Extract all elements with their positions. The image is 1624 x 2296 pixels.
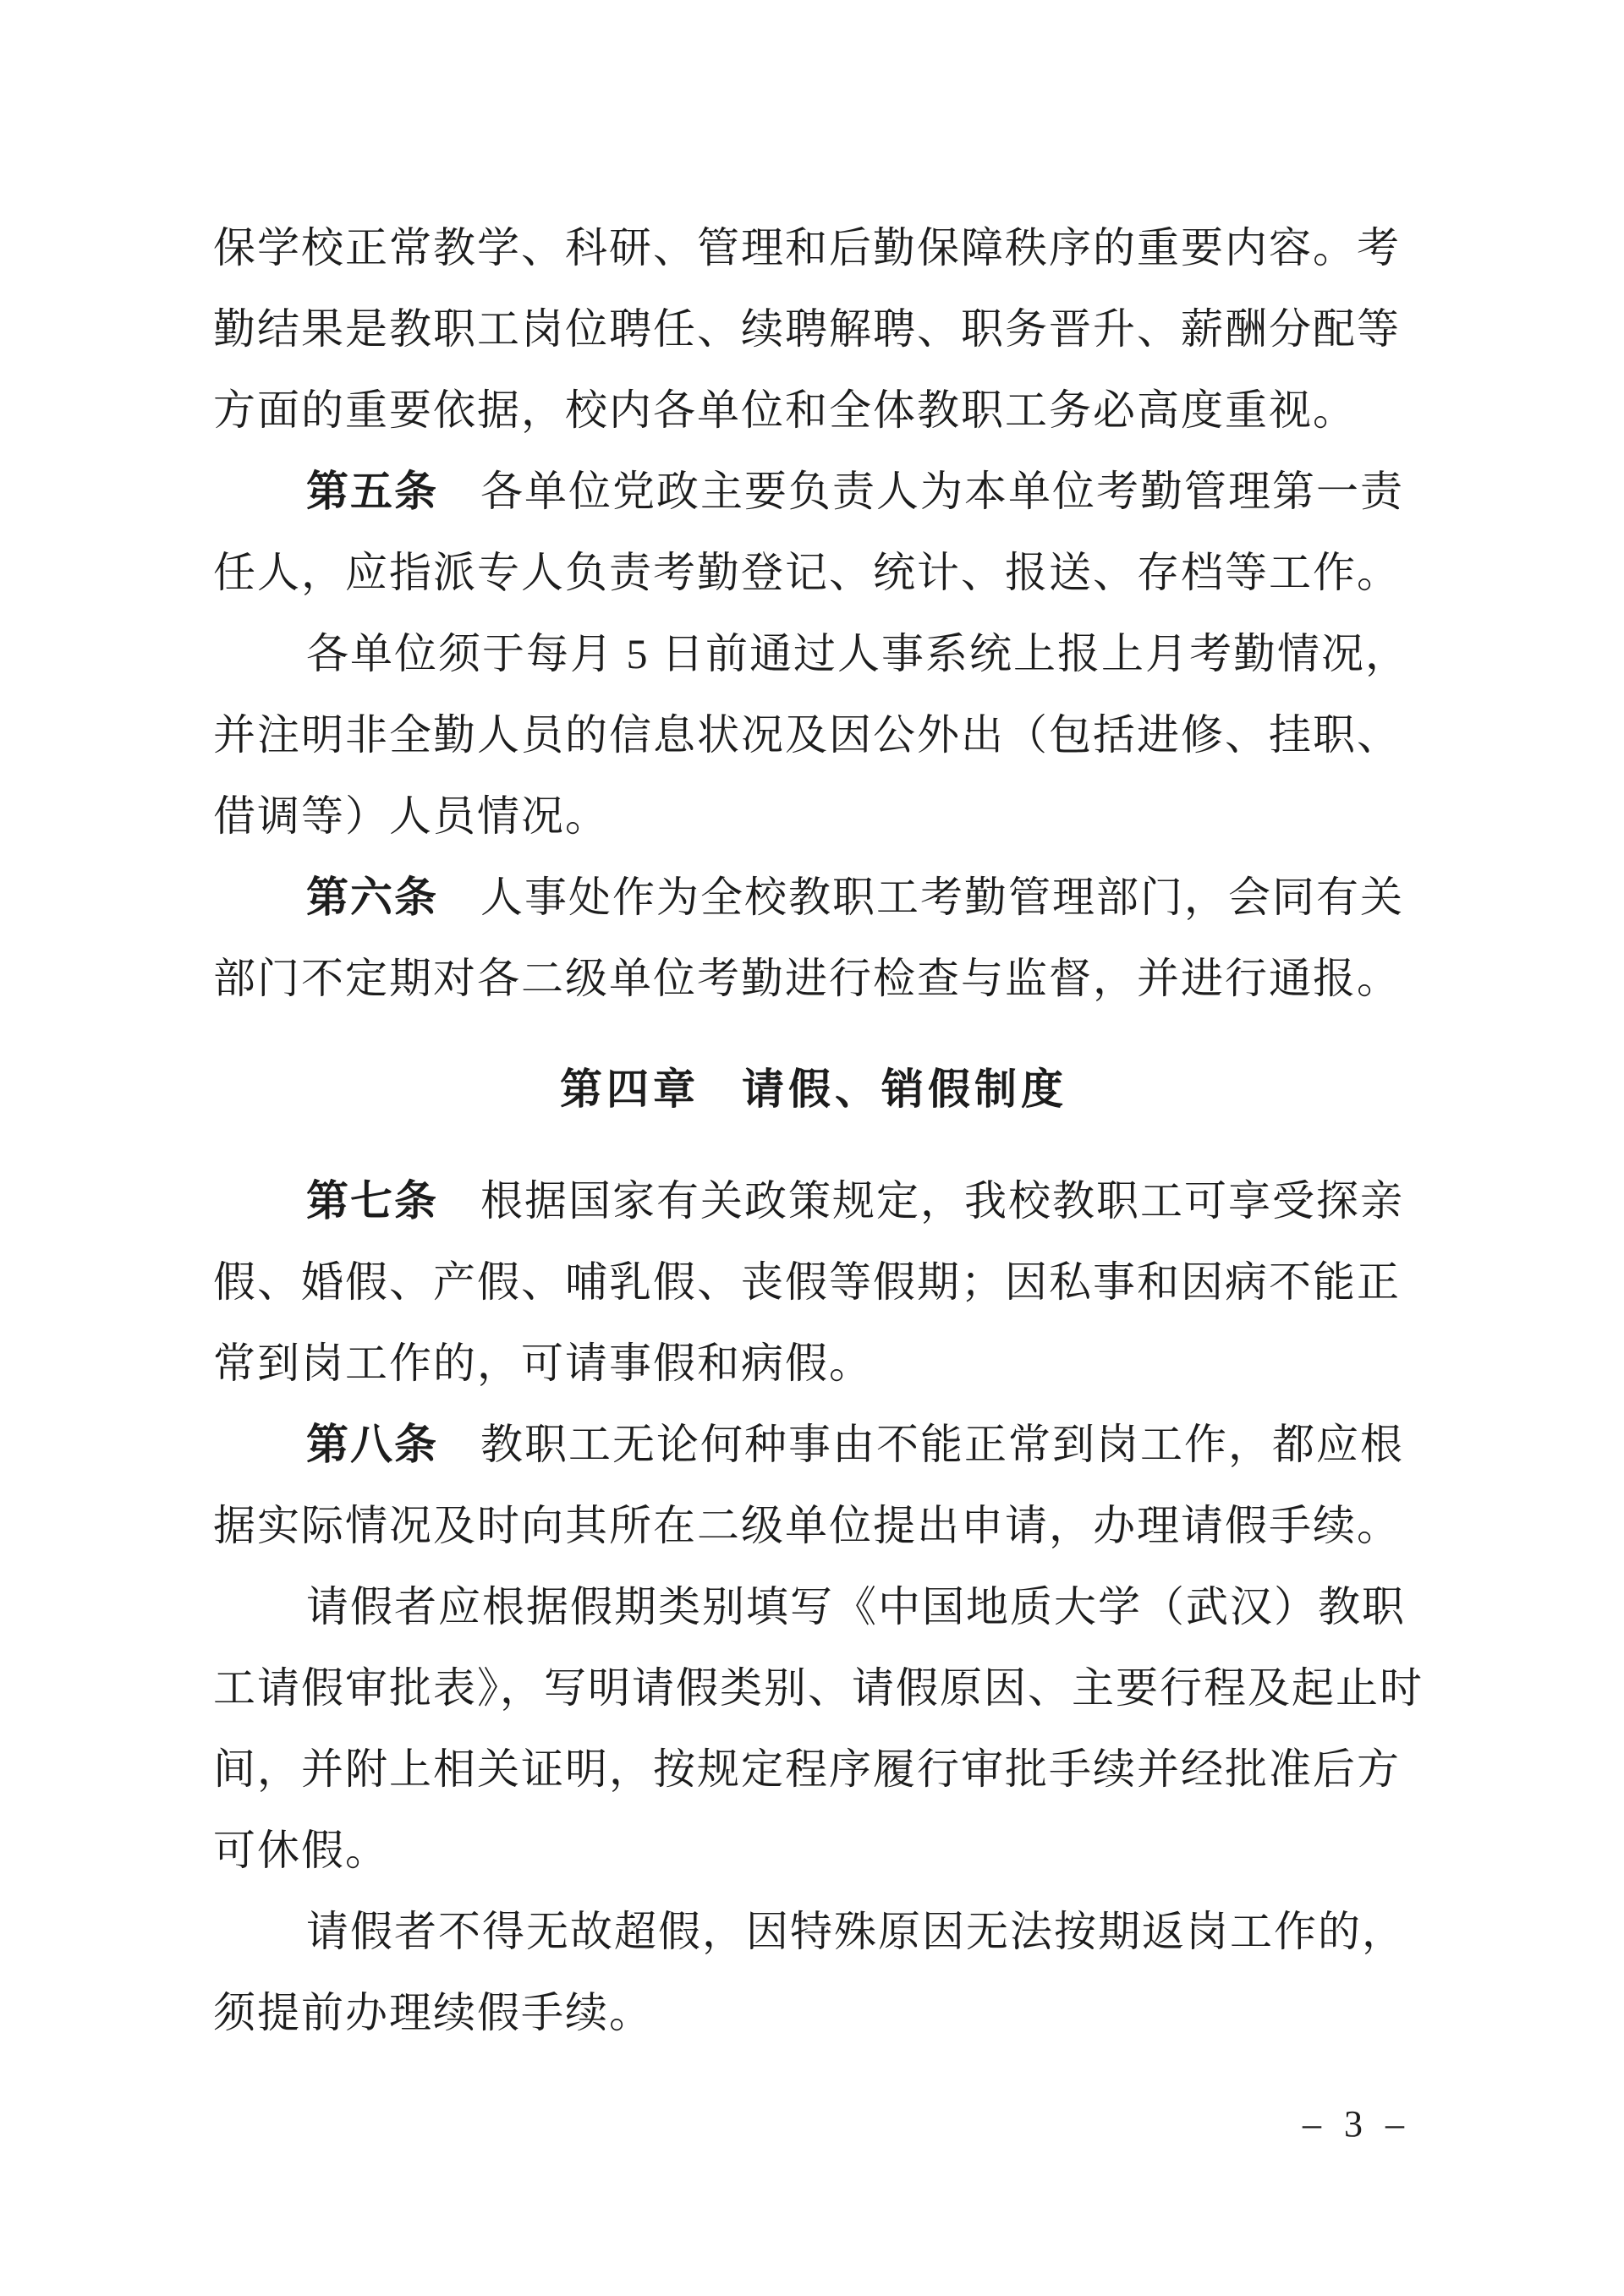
- article-number: 第五条: [306, 468, 438, 515]
- article-number: 第六条: [306, 874, 438, 921]
- line-text: 任人，应指派专人负责考勤登记、统计、报送、存档等工作。: [213, 549, 1401, 596]
- line-text: 可休假。: [213, 1827, 389, 1874]
- text-line: [213, 207, 1414, 288]
- line-text: 人事处作为全校教职工考勤管理部门，会同有关: [480, 874, 1404, 921]
- article-number: 第八条: [306, 1421, 438, 1468]
- text-line: [213, 370, 1414, 451]
- text-line: [213, 1972, 1414, 2053]
- line-text: 方面的重要依据，校内各单位和全体教职工务必高度重视。: [213, 386, 1357, 434]
- line-text: 须提前办理续假手续。: [213, 1989, 653, 2036]
- text-line: [213, 1647, 1424, 1729]
- line-text: 并注明非全勤人员的信息状况及因公外出（包括进修、挂职、: [213, 711, 1401, 759]
- text-line: [213, 1404, 1414, 1485]
- text-line: [213, 1485, 1414, 1566]
- line-text: 假、婚假、产假、哺乳假、丧假等假期；因私事和因病不能正: [213, 1258, 1401, 1306]
- body-text: [213, 207, 1424, 2053]
- line-text: 常到岗工作的，可请事假和病假。: [213, 1340, 873, 1387]
- line-text: 请假者应根据假期类别填写《中国地质大学（武汉）教职: [306, 1583, 1406, 1630]
- line-text: 各单位党政主要负责人为本单位考勤管理第一责: [480, 468, 1404, 515]
- line-text: 教职工无论何种事由不能正常到岗工作，都应根: [480, 1421, 1404, 1468]
- chapter-title: 请假、销假制度: [742, 1066, 1067, 1113]
- line-text: 间，并附上相关证明，按规定程序履行审批手续并经批准后方: [213, 1745, 1401, 1793]
- text-line: [213, 1810, 1414, 1891]
- text-line: [213, 1891, 1414, 1972]
- text-line: [213, 775, 1414, 857]
- text-line: [213, 938, 1414, 1019]
- text-line: [213, 288, 1414, 370]
- line-text: 勤结果是教职工岗位聘任、续聘解聘、职务晋升、薪酬分配等: [213, 305, 1401, 353]
- article-number: 第七条: [306, 1177, 438, 1225]
- page-number: – 3 –: [1303, 2103, 1411, 2145]
- text-line: [213, 1566, 1414, 1647]
- chapter-heading: [213, 1049, 1414, 1130]
- line-text: 请假者不得无故超假，因特殊原因无法按期返岗工作的，: [306, 1908, 1406, 1955]
- line-text: 各单位须于每月 5 日前通过人事系统上报上月考勤情况，: [306, 630, 1409, 677]
- line-text: 工请假审批表》，写明请假类别、请假原因、主要行程及起止时: [213, 1664, 1424, 1712]
- line-text: 借调等）人员情况。: [213, 792, 609, 840]
- text-line: [213, 694, 1414, 775]
- text-line: [213, 1323, 1414, 1404]
- chapter-number: 第四章: [560, 1066, 700, 1113]
- text-line: [213, 1241, 1414, 1323]
- line-text: 保学校正常教学、科研、管理和后勤保障秩序的重要内容。考: [213, 224, 1401, 271]
- text-line: [213, 613, 1414, 694]
- text-line: [213, 1729, 1414, 1810]
- line-text: 据实际情况及时向其所在二级单位提出申请，办理请假手续。: [213, 1502, 1401, 1549]
- text-line: [213, 451, 1414, 532]
- line-text: 根据国家有关政策规定，我校教职工可享受探亲: [480, 1177, 1404, 1225]
- text-line: [213, 532, 1414, 613]
- text-line: [213, 857, 1414, 938]
- text-line: [213, 1160, 1414, 1241]
- line-text: 部门不定期对各二级单位考勤进行检查与监督，并进行通报。: [213, 955, 1401, 1002]
